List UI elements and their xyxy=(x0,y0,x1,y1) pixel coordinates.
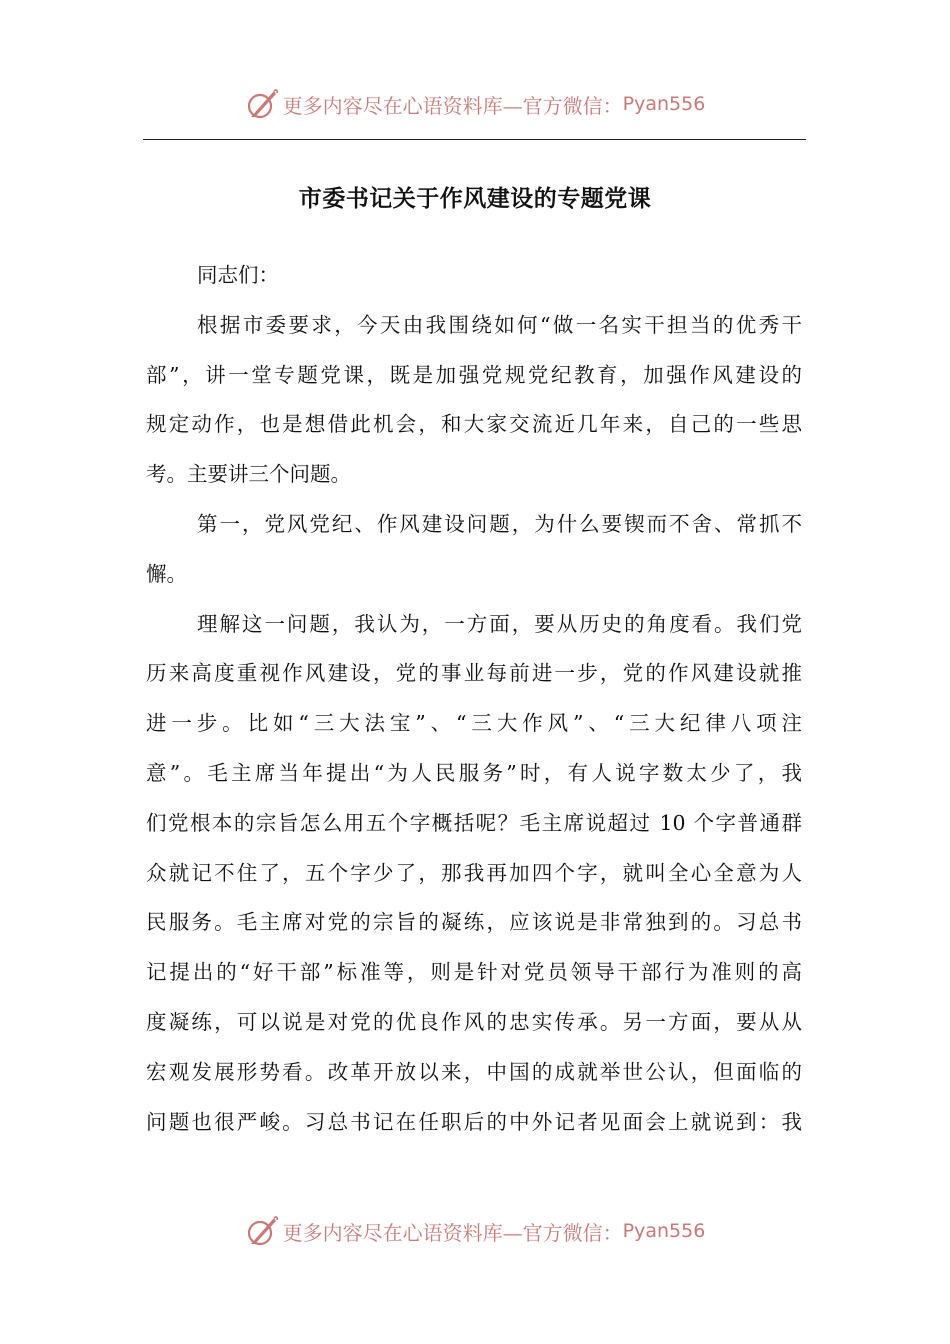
header-watermark-banner xyxy=(0,84,950,124)
paragraph-line: 记提出的“好干部”标准等，则是针对党员领导干部行为准则的高 xyxy=(146,960,802,985)
banner-wechat-handle: Pyan556 xyxy=(622,93,706,115)
quill-pen-logo-icon xyxy=(245,1214,279,1248)
document-body xyxy=(146,251,802,1147)
paragraph-line: 懈。 xyxy=(146,561,187,586)
banner-text: 更多内容尽在心语资料库—官方微信： xyxy=(282,1220,623,1245)
paragraph-line: 问题也很严峻。习总书记在任职后的中外记者见面会上就说到：我 xyxy=(146,1109,802,1134)
footer-watermark-banner xyxy=(0,1211,950,1251)
salutation-line: 同志们： xyxy=(197,263,279,287)
paragraph-line: 宏观发展形势看。改革开放以来，中国的成就举世公认，但面临的 xyxy=(146,1059,802,1084)
paragraph-line: 度凝练，可以说是对党的优良作风的忠实传承。另一方面，要从从 xyxy=(146,1009,802,1034)
paragraph-line: 理解这一问题，我认为，一方面，要从历史的角度看。我们党 xyxy=(197,611,802,636)
header-divider xyxy=(143,139,806,140)
banner-text: 更多内容尽在心语资料库—官方微信： xyxy=(282,93,623,118)
paragraph-line: 历来高度重视作风建设，党的事业每前进一步，党的作风建设就推 xyxy=(146,661,802,686)
paragraph-line: 们党根本的宗旨怎么用五个字概括呢？毛主席说超过 10 个字普通群 xyxy=(146,810,802,835)
paragraph-line: 根据市委要求，今天由我围绕如何“做一名实干担当的优秀干 xyxy=(197,312,802,337)
paragraph-line: 考。主要讲三个问题。 xyxy=(146,462,351,487)
paragraph-line: 意”。毛主席当年提出“为人民服务”时，有人说字数太少了，我 xyxy=(146,760,802,785)
banner-wechat-handle: Pyan556 xyxy=(622,1220,706,1242)
paragraph-line: 部”，讲一堂专题党课，既是加强党规党纪教育，加强作风建设的 xyxy=(146,362,802,387)
paragraph-line: 第一，党风党纪、作风建设问题，为什么要锲而不舍、常抓不 xyxy=(197,511,802,536)
paragraph-line: 民服务。毛主席对党的宗旨的凝练，应该说是非常独到的。习总书 xyxy=(146,910,802,935)
paragraph-line: 众就记不住了，五个字少了，那我再加四个字，就叫全心全意为人 xyxy=(146,860,802,885)
quill-pen-logo-icon xyxy=(245,87,279,121)
paragraph-line: 进一步。比如“三大法宝”、“三大作风”、“三大纪律八项注 xyxy=(146,711,802,736)
document-title: 市委书记关于作风建设的专题党课 xyxy=(298,186,652,212)
paragraph-line: 规定动作，也是想借此机会，和大家交流近几年来，自己的一些思 xyxy=(146,412,802,437)
